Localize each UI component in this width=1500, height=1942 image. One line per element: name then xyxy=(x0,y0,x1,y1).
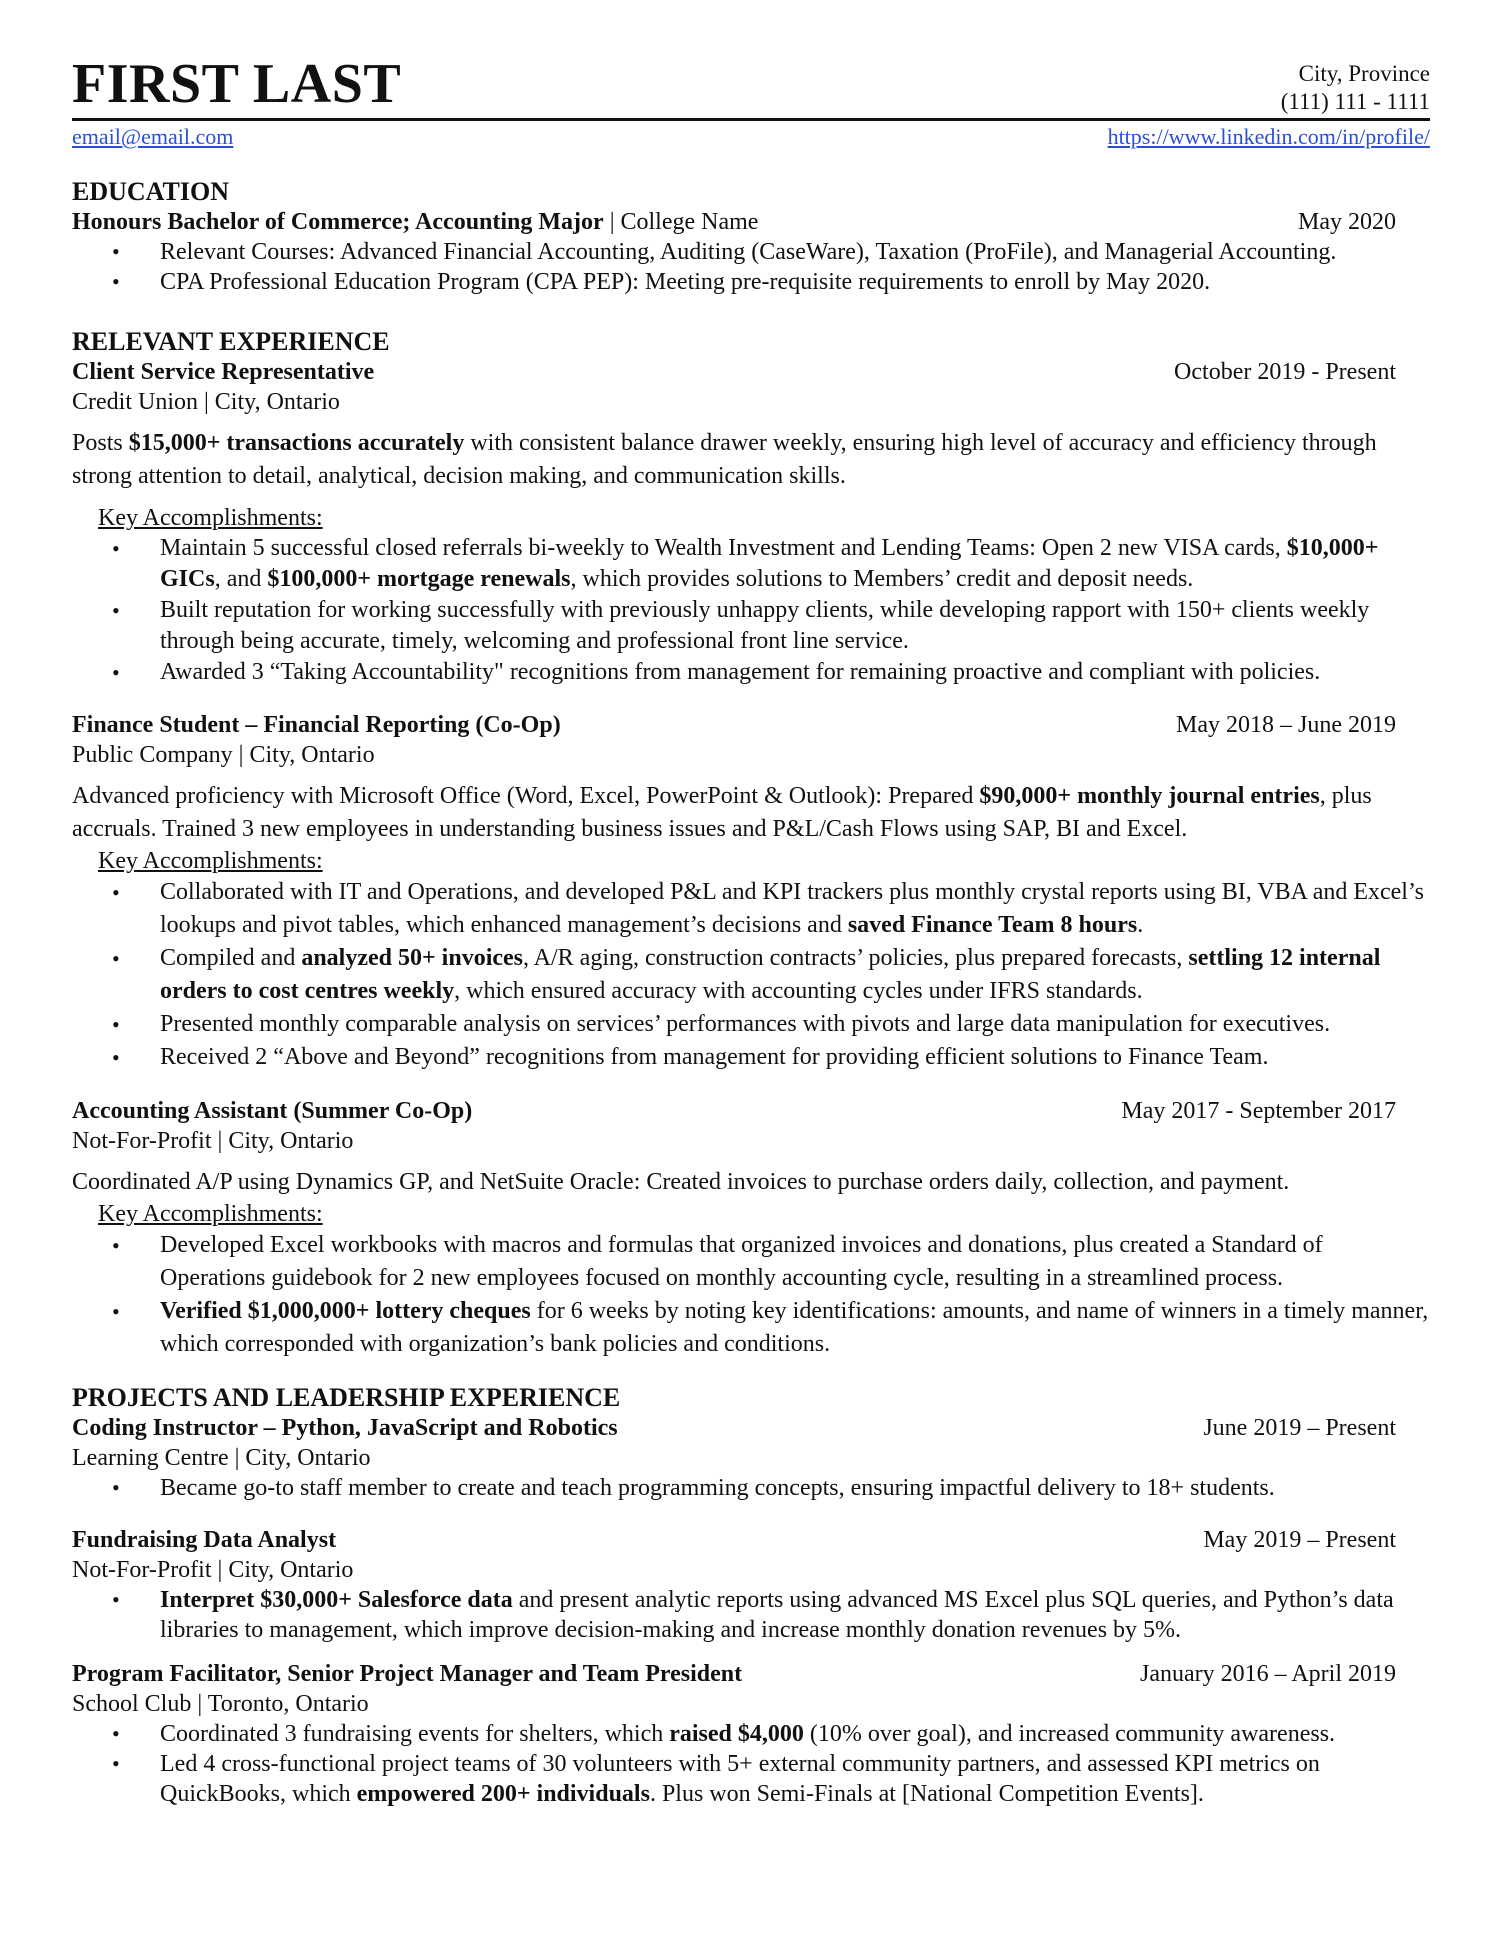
job-title-row xyxy=(72,710,1430,740)
list-item xyxy=(72,942,1430,1008)
resume-page xyxy=(72,48,1430,1809)
list-item: • Built reputation for working successfully with previously unhappy clients, while developing rapport with 150+ clients weekly through being accurate, timely, welcoming and professional front line service. xyxy=(72,595,1430,657)
education-date: May 2020 xyxy=(1298,209,1396,235)
key-accomplishments-label: Key Accomplishments: xyxy=(98,505,323,531)
list-item xyxy=(72,1585,1430,1645)
job-title-row xyxy=(72,1096,1430,1126)
bullet-highlight: raised $4,000 xyxy=(669,1721,804,1747)
bullet-highlight: $10,000+ GICs xyxy=(160,535,1379,592)
bullet-text: Coordinated 3 fundraising events for shelters, which xyxy=(160,1721,670,1747)
list-item xyxy=(72,1719,1430,1749)
bullet-highlight: analyzed 50+ invoices xyxy=(301,945,523,971)
job-date: May 2017 - September 2017 xyxy=(1121,1098,1396,1124)
contact-links xyxy=(72,121,1430,155)
job-title: Finance Student – Financial Reporting (Co-Op) xyxy=(72,712,561,738)
bullet-text: Collaborated with IT and Operations, and developed P&L and KPI trackers plus monthly crystal reports using BI, VBA and Excel’s lookups and pivot tables, which enhanced management’s decisions and xyxy=(160,879,1424,938)
job-date: May 2018 – June 2019 xyxy=(1176,712,1396,738)
job-organization: Not-For-Profit | City, Ontario xyxy=(72,1128,354,1154)
education-entry xyxy=(72,207,1430,237)
bullet-text: , and xyxy=(214,566,268,592)
bullet-highlight: settling 12 internal orders to cost centres weekly xyxy=(160,945,1381,1004)
job-bullets xyxy=(72,1229,1430,1361)
bullet-text: Led 4 cross-functional project teams of 30 volunteers with 5+ external community partners, and assessed KPI metrics on QuickBooks, which xyxy=(160,1751,1320,1807)
linkedin-link[interactable]: https://www.linkedin.com/in/profile/ xyxy=(1107,124,1430,149)
school-name: | College Name xyxy=(603,209,759,235)
bullet-text: for 6 weeks by noting key identifications: amounts, and name of winners in a timely manner, which corresponded with organization’s bank policies and conditions. xyxy=(160,1298,1429,1357)
degree: Honours Bachelor of Commerce; Accounting Major xyxy=(72,209,604,235)
job-summary: Coordinated A/P using Dynamics GP, and NetSuite Oracle: Created invoices to purchase orders daily, collection, and payment. xyxy=(72,1169,1290,1195)
project-organization: Learning Centre | City, Ontario xyxy=(72,1445,371,1471)
summary-text: Posts xyxy=(72,430,129,456)
bullet-text: (10% over goal), and increased community awareness. xyxy=(803,1721,1336,1747)
project-title: Program Facilitator, Senior Project Manager and Team President xyxy=(72,1661,743,1687)
list-item xyxy=(72,1749,1430,1809)
resume-header xyxy=(72,48,1430,118)
project-bullets xyxy=(72,1473,1430,1503)
job-date: October 2019 - Present xyxy=(1174,359,1396,385)
summary-text: with consistent balance drawer weekly, ensuring high level of accuracy and efficiency through strong attention to detail, analytical, decision making, and communication skills. xyxy=(72,430,1377,489)
job-title: Client Service Representative xyxy=(72,359,375,385)
list-item: • Awarded 3 “Taking Accountability" recognitions from management for remaining proactive and compliant with policies. xyxy=(72,657,1430,688)
project-organization: School Club | Toronto, Ontario xyxy=(72,1691,369,1717)
job-bullets xyxy=(72,876,1430,1074)
bullet-highlight: $100,000+ mortgage renewals xyxy=(267,566,571,592)
bullet-text: . Plus won Semi-Finals at [National Competition Events]. xyxy=(649,1781,1204,1807)
list-item xyxy=(72,876,1430,942)
job-summary xyxy=(72,427,1417,493)
list-item: • Became go-to staff member to create and teach programming concepts, ensuring impactful delivery to 18+ students. xyxy=(72,1473,1430,1503)
summary-text: Advanced proficiency with Microsoft Office (Word, Excel, PowerPoint & Outlook): Prepared xyxy=(72,783,980,809)
job-title: Accounting Assistant (Summer Co-Op) xyxy=(72,1098,473,1124)
job-title-row xyxy=(72,357,1430,387)
project-title: Coding Instructor – Python, JavaScript and Robotics xyxy=(72,1415,618,1441)
key-accomplishments-label: Key Accomplishments: xyxy=(98,848,323,874)
email-link[interactable]: email@email.com xyxy=(72,124,234,149)
project-organization: Not-For-Profit | City, Ontario xyxy=(72,1557,354,1583)
list-item: • CPA Professional Education Program (CPA PEP): Meeting pre-requisite requirements to enroll by May 2020. xyxy=(72,267,1430,297)
summary-text: , plus accruals. Trained 3 new employees in understanding business issues and P&L/Cash Flows using SAP, BI and Excel. xyxy=(72,783,1372,842)
project-title-row xyxy=(72,1659,1430,1689)
bullet-text: . xyxy=(1137,912,1144,938)
summary-highlight: $90,000+ monthly journal entries xyxy=(979,783,1320,809)
bullet-text: and present analytic reports using advanced MS Excel plus SQL queries, and Python’s data libraries to management, which improve decision-making and increase monthly donation revenues by 5%. xyxy=(160,1587,1394,1643)
project-date: June 2019 – Present xyxy=(1203,1415,1396,1441)
list-item: • Relevant Courses: Advanced Financial Accounting, Auditing (CaseWare), Taxation (ProFile), and Managerial Accounting. xyxy=(72,237,1430,267)
job-bullets xyxy=(72,533,1430,688)
job-summary xyxy=(72,780,1417,846)
project-title: Fundraising Data Analyst xyxy=(72,1527,337,1553)
education-bullets xyxy=(72,237,1430,297)
bullet-highlight: empowered 200+ individuals xyxy=(356,1781,650,1807)
bullet-highlight: Verified $1,000,000+ lottery cheques xyxy=(160,1298,531,1324)
list-item: • Presented monthly comparable analysis on services’ performances with pivots and large data manipulation for executives. xyxy=(72,1008,1430,1041)
key-accomplishments-label: Key Accomplishments: xyxy=(98,1201,323,1227)
experience-heading: RELEVANT EXPERIENCE xyxy=(72,327,390,356)
list-item xyxy=(72,1295,1430,1361)
job-organization: Credit Union | City, Ontario xyxy=(72,389,340,415)
project-bullets xyxy=(72,1719,1430,1809)
project-title-row xyxy=(72,1413,1430,1443)
bullet-text: Compiled and xyxy=(160,945,302,971)
bullet-text: Maintain 5 successful closed referrals bi-weekly to Wealth Investment and Lending Teams: Open 2 new VISA cards, xyxy=(160,535,1287,561)
bullet-text: , which provides solutions to Members’ credit and deposit needs. xyxy=(570,566,1194,592)
bullet-highlight: saved Finance Team 8 hours xyxy=(847,912,1138,938)
bullet-highlight: Interpret $30,000+ Salesforce data xyxy=(160,1587,513,1613)
list-item: • Developed Excel workbooks with macros and formulas that organized invoices and donations, plus created a Standard of Operations guidebook for 2 new employees focused on monthly accounting cycle, resulting in a streamlined process. xyxy=(72,1229,1430,1295)
projects-heading: PROJECTS AND LEADERSHIP EXPERIENCE xyxy=(72,1383,621,1412)
phone-number: (111) 111 - 1111 xyxy=(1280,89,1430,114)
list-item xyxy=(72,533,1430,595)
summary-highlight: $15,000+ transactions accurately xyxy=(128,430,465,456)
project-date: May 2019 – Present xyxy=(1203,1527,1396,1553)
location: City, Province xyxy=(1298,61,1430,86)
list-item: • Received 2 “Above and Beyond” recognitions from management for providing efficient solutions to Finance Team. xyxy=(72,1041,1430,1074)
contact-block xyxy=(1281,60,1430,116)
bullet-text: , A/R aging, construction contracts’ policies, plus prepared forecasts, xyxy=(523,945,1189,971)
project-bullets xyxy=(72,1585,1430,1645)
bullet-text: , which ensured accuracy with accounting cycles under IFRS standards. xyxy=(454,978,1143,1004)
education-heading: EDUCATION xyxy=(72,177,229,206)
project-title-row xyxy=(72,1525,1430,1555)
candidate-name: FIRST LAST xyxy=(72,53,402,115)
job-organization: Public Company | City, Ontario xyxy=(72,742,375,768)
project-date: January 2016 – April 2019 xyxy=(1140,1661,1396,1687)
